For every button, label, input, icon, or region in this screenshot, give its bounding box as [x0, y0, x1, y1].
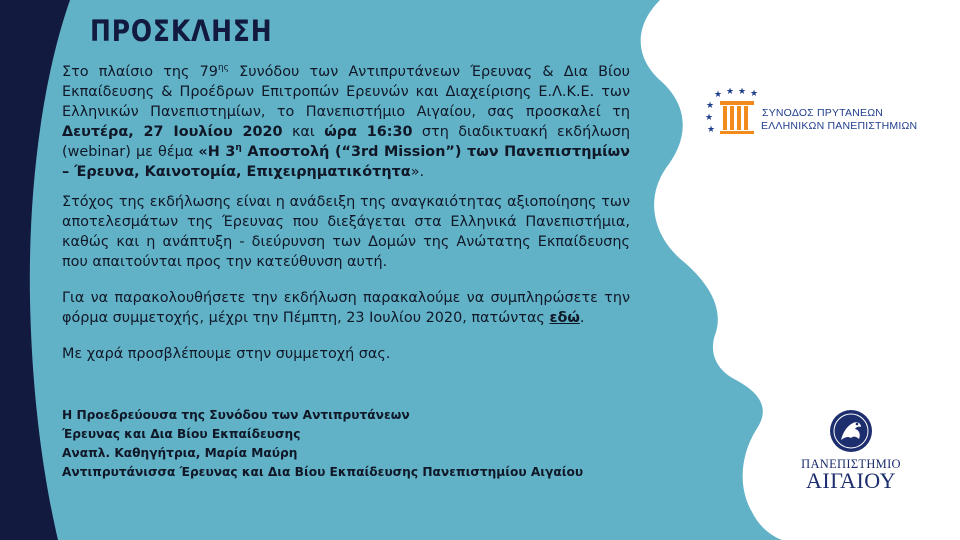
- signature-line: Έρευνας και Δια Βίου Εκπαίδευσης: [62, 427, 301, 441]
- logo-text-line: ΑΙΓΑΙΟΥ: [806, 468, 896, 493]
- university-aegean-logo: [783, 406, 919, 502]
- signature-line: Αντιπρυτάνισσα Έρευνας και Δια Βίου Εκπαίδευσης Πανεπιστημίου Αιγαίου: [62, 465, 584, 479]
- svg-text:★: ★: [706, 101, 715, 111]
- logo-text-line: ΠΑΝΕΠΙΣΤΗΜΙΟ: [801, 457, 901, 471]
- registration-link[interactable]: εδώ: [549, 310, 580, 326]
- griffin-seal-icon: [783, 406, 919, 456]
- paragraph-closing: Με χαρά προσβλέπουμε στην συμμετοχή σας.: [62, 346, 391, 362]
- signature-line: Η Προεδρεύουσα της Συνόδου των Αντιπρυτάνεων: [62, 408, 410, 422]
- svg-text:★: ★: [714, 90, 723, 100]
- signature-line: Αναπλ. Καθηγήτρια, Μαρία Μαύρη: [62, 446, 298, 460]
- logo-text-line: ΣΥΝΟΔΟΣ ΠΡΥΤΑΝΕΩΝ: [762, 107, 884, 119]
- invitation-body: [62, 62, 630, 374]
- paragraph-registration: Για να παρακολουθήσετε την εκδήλωση παρακαλούμε να συμπληρώσετε την φόρμα συμμετοχής, μέχρι την Πέμπτη, 23 Ιουλίου 2020, πατώντας εδώ.: [62, 290, 630, 326]
- logo-text-line: ΕΛΛΗΝΙΚΩΝ ΠΑΝΕΠΙΣΤΗΜΙΩΝ: [761, 120, 918, 132]
- paragraph-goal: Στόχος της εκδήλωσης είναι η ανάδειξη της αναγκαιότητας αξιοποίησης των αποτελεσμάτων της Έρευνας που διεξάγεται στα Ελληνικά Πανεπιστήμια, καθώς και η ανάπτυξη - διεύρυνση των Δομών της Ανώτατης Εκπαίδευσης που απαιτούνται προς την κατεύθυνση αυτή.: [62, 194, 630, 270]
- svg-text:★: ★: [726, 87, 735, 97]
- paragraph-invitation: Στο πλαίσιο της $79^{\eta\varsigma}$ Συνόδου των Αντιπρυτάνεων Έρευνας & Δια Βίου Εκπαίδευσης & Προέδρων Επιτροπών Ερευνών και Διαχείρισης Ε.Λ.Κ.Ε. των Ελληνικών Πανεπιστημίων, το Πανεπιστήμιο Αιγαίου, σας προσκαλεί τη Δευτέρα, 27 Ιουλίου 2020 και ώρα 16:30 στη διαδικτυακή εκδήλωση (webinar) με θέμα «Η $3^\eta$ Αποστολή (“3rd Mission”) των Πανεπιστημίων – Έρευνα, Καινοτομία, Επιχειρηματικότητα».: [62, 63, 630, 180]
- synodos-prytaneon-logo: [704, 84, 936, 138]
- event-theme: «Η $3^\eta$ Αποστολή (“3rd Mission”) των Πανεπιστημίων – Έρευνα, Καινοτομία, Επιχειρηματικότητα: [62, 143, 630, 180]
- svg-text:★: ★: [750, 89, 759, 99]
- event-date: Δευτέρα, 27 Ιουλίου 2020: [62, 124, 283, 140]
- svg-text:★: ★: [738, 87, 747, 97]
- svg-text:★: ★: [705, 113, 714, 123]
- page-title: ΠΡΟΣΚΛΗΣΗ: [90, 14, 273, 48]
- signature-block: [62, 406, 583, 482]
- event-time: ώρα 16:30: [324, 124, 413, 140]
- columns-stars-icon: [704, 84, 760, 138]
- svg-text:★: ★: [707, 125, 716, 135]
